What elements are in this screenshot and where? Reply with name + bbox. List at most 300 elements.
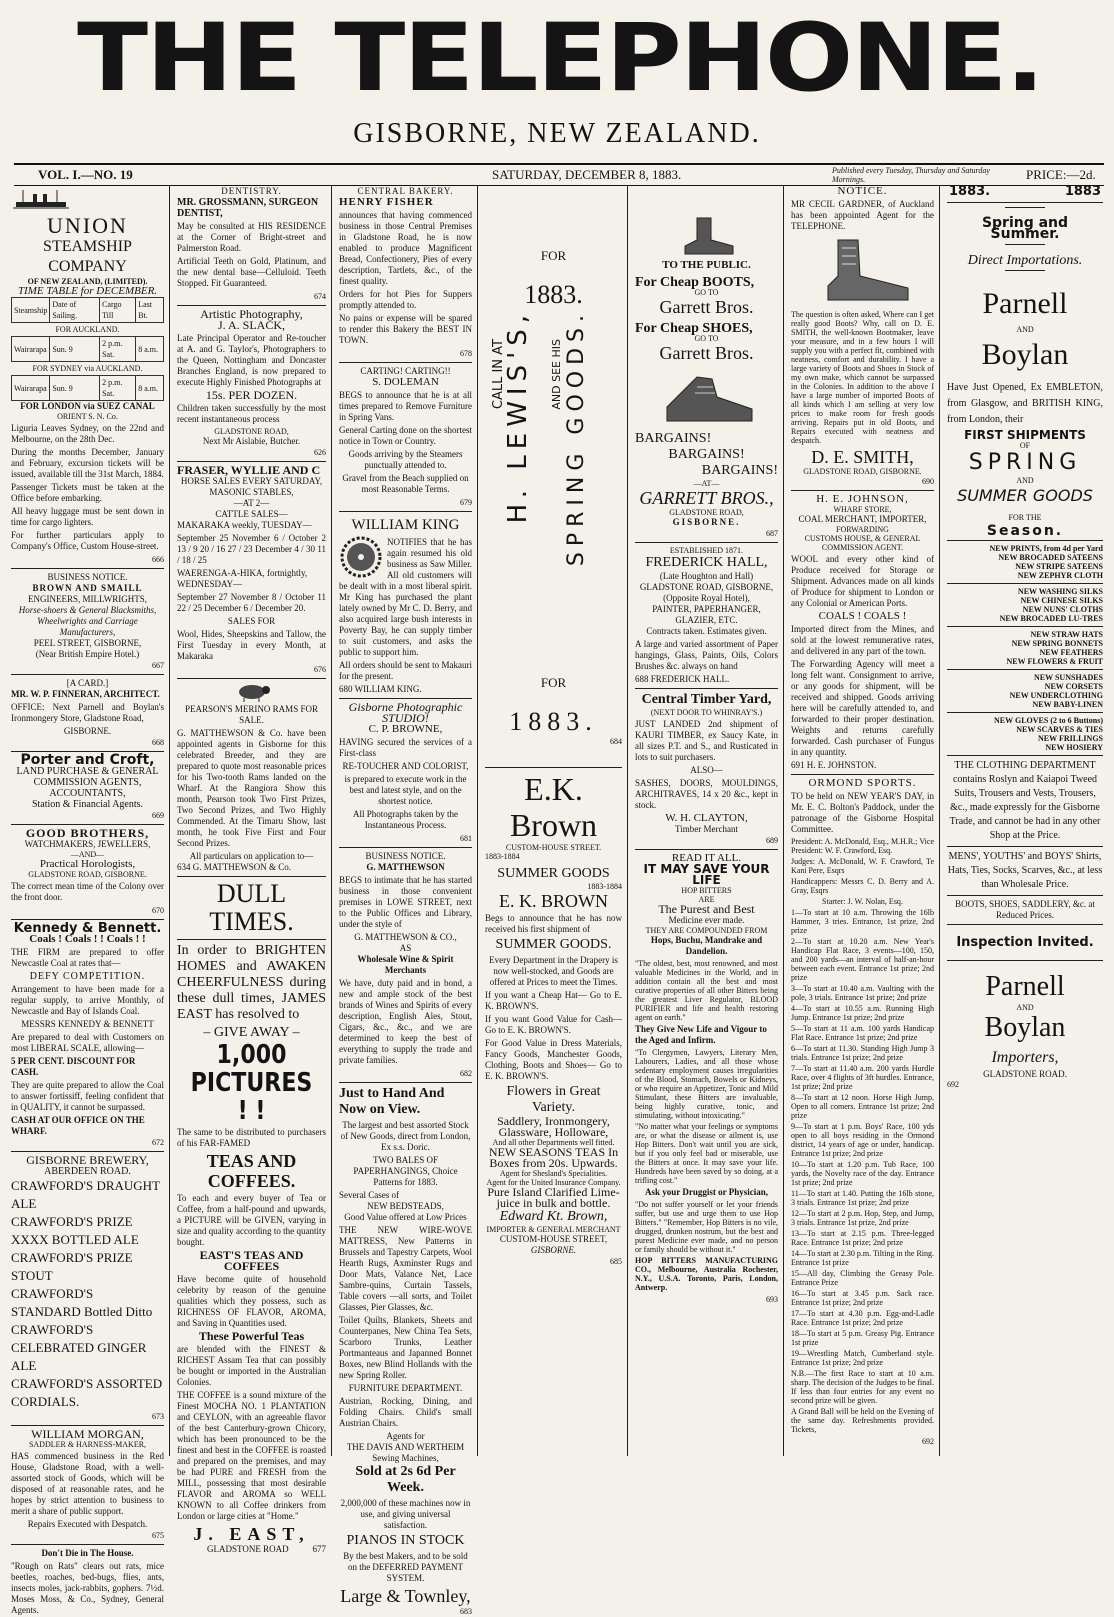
ad-number: 689 — [766, 836, 778, 845]
table-cell: Sun. 9 — [50, 376, 100, 401]
table-cell: Wairarapa — [12, 337, 50, 362]
every-dept: Every Department in the Drapery is now well-stocked, and Goods are offered at Prices to meet the Times. — [489, 955, 618, 987]
finneran-office: OFFICE: Next Parnell and Boylan's Ironmongery Store, Gladstone Road, — [11, 702, 164, 723]
best-makers: By the best Makers, and to be sold on the DEFERRED PAYMENT SYSTEM. — [343, 1551, 468, 1583]
list-item: 1—To start at 10 a.m. Throwing the 16lb Hammer, 3 tries. Entrance, 1st prize, 2nd prize — [791, 908, 934, 935]
ball-text: A Grand Ball will be held on the Evening of the same day. Refreshments provided. Tickets, — [791, 1407, 934, 1434]
customs: CUSTOMS HOUSE, & GENERAL COMMISSION AGENT. — [804, 534, 921, 552]
finneran: MR. W. P. FINNERAN, ARCHITECT. — [11, 689, 160, 699]
gladstone-road: GLADSTONE ROAD, — [669, 508, 744, 517]
ad-number: 690 — [922, 477, 934, 486]
list-item: 9—To start at 1 p.m. Boys' Race, 100 yds open to all boys residing in the Ormond district, 14 years of age or under, handicap. Entrance 1st prize; 2nd prize — [791, 1122, 934, 1158]
clergy-text: "To Clergymen, Lawyers, Literary Men, Labourers, Ladies, and all those whose sedentary employment causes irregularities of the Blood, Stomach, Bowels or Kidneys, or who require an Appetizer, Tonic and Mild Stimulant, these Bitters are invaluable, being highly curative, tonic, and stimulating, without intoxicating." — [635, 1048, 778, 1120]
card-label: [A CARD.] — [66, 678, 109, 688]
union-timetable — [11, 297, 164, 401]
goods-list-2 — [947, 587, 1103, 623]
during-text: During the months December, January and February, excursion tickets will be issued, available till the 31st March, 1884. — [11, 447, 164, 479]
parnell: Parnell — [982, 287, 1068, 320]
ad-number: 675 — [152, 1531, 164, 1540]
luggage-text: All heavy luggage must be sent down in time for cargo lighters. — [11, 506, 164, 527]
gardner-text: MR CECIL GARDNER, of Auckland has been appointed Agent for the TELEPHONE. — [791, 199, 934, 231]
publication-note: Published every Tuesday, Thursday and Saturday Mornings. — [832, 166, 990, 184]
same-text: The same to be distributed to purchasers of his FAR-FAMED — [177, 1127, 326, 1148]
next-door: (NEXT DOOR TO WHINRAY'S.) — [650, 708, 763, 717]
j-east: J. EAST, — [193, 1524, 310, 1544]
firm-text: THE FIRM are prepared to offer Newcastle Coal at rates that— — [11, 947, 164, 968]
slack-price: 15s. PER DOZEN. — [205, 388, 298, 402]
ad-number: 676 — [314, 665, 326, 674]
engineers: ENGINEERS, MILLWRIGHTS, — [27, 594, 148, 604]
hop-company: HOP BITTERS MANUFACTURING CO., Melbourne, Australia Rochester, N.Y., U.S.A. Toronto, Paris, London, Antwerp. — [635, 1256, 778, 1292]
list-item: 19—Wrestling Match, Cumberland style. Entrance 1st prize; 2nd prize — [791, 1349, 934, 1367]
ad-number: 667 — [152, 661, 164, 670]
new-life: They Give New Life and Vigour to the Aged and Infirm. — [635, 1024, 767, 1045]
purest-best: The Purest and Best — [658, 902, 755, 916]
coals: COALS ! COALS ! — [818, 610, 907, 622]
forwarding: FORWARDING — [836, 525, 889, 534]
quality-text: They are quite prepared to allow the Coal to answer fortissiff, feeling confident that in QUALITY, it cannot be surpassed. — [11, 1080, 164, 1112]
gisborne-label: GISBORNE. — [63, 726, 112, 736]
bargains-1: BARGAINS! — [635, 431, 712, 446]
gmatt-co: G. MATTHEWSON & CO., — [354, 932, 457, 942]
held-text: TO be held on NEW YEAR'S DAY, in Mr. E. C. Bolton's Paddock, under the patronage of the Gisborne Hospital Committee. — [791, 791, 934, 834]
table-cell: 2 p.m. Sat. — [100, 337, 136, 362]
saddlery: Saddlery, Ironmongery, Glassware, Holloware, — [497, 1114, 610, 1139]
list-item: NEW NUNS' CLOTHS — [1022, 605, 1103, 614]
prepared-text: is prepared to execute work in the best and latest style, and on the shortest notice. — [344, 774, 467, 806]
and-label: —AND— — [70, 850, 105, 859]
waerenga: WAERENGA-A-HIKA, fortnightly, WEDNESDAY— — [177, 568, 308, 589]
call-in-at: CALL IN AT — [491, 339, 506, 410]
porter-croft: Porter and Croft, — [20, 752, 155, 768]
gisborne: GISBORNE. — [672, 517, 741, 527]
cheap-boots: For Cheap BOOTS, — [635, 275, 755, 290]
ek-brown-logo: E.K. Brown — [509, 771, 598, 843]
boots-text: BOOTS, SHOES, SADDLERY, &c. at Reduced Prices. — [955, 899, 1095, 920]
slack-text: Late Principal Operator and Re-toucher at A. and G. Taylor's, Photographers to the Queen, Nottingham and Doncaster Branches England, is now prepared to execute Highly Finished Photographs at — [177, 333, 326, 387]
list-item: CRAWFORD'S PRIZE STOUT — [11, 1250, 133, 1283]
morgan-text: HAS commenced business in the Red House, Gladstone Road, with a well-assorted stock of Goods, which will be disposed of at reasonable rates, and he hopes by strict attention to business to merit a share of public support. — [11, 1451, 164, 1516]
wharf-store: WHARF STORE, — [833, 505, 892, 514]
newspaper-title: THE TELEPHONE. — [77, 2, 1043, 113]
william-morgan: WILLIAM MORGAN, — [31, 1427, 144, 1441]
forwarding-text: The Forwarding Agency will meet a long felt want. Consignment to arrive, or any goods for shipment, will be received and shipped. Goods arriving here will be carefully attended to, and forwarded to their proper destination. Weights and returns carefully forwarded. Cash purchaser of Fungus in any quantity. — [791, 659, 934, 757]
sale-label: SALE. — [239, 715, 264, 725]
year-right: 1883 — [1064, 184, 1101, 199]
footer-road: GLADSTONE ROAD — [207, 1544, 289, 1554]
business-notice: BUSINESS NOTICE. — [47, 572, 128, 582]
as-label: AS — [399, 943, 412, 953]
garrett-bros-1: Garrett Bros. — [659, 297, 754, 317]
passenger-text: Passenger Tickets must be taken at the Office before embarking. — [11, 482, 164, 503]
year-range: 1883-1884 — [587, 882, 622, 891]
ad-number: 677 — [312, 1544, 326, 1554]
spring-summer: Spring and Summer. — [981, 215, 1069, 242]
column-2 — [172, 186, 332, 1554]
wool-text: Wool, Hides, Sheepskins and Tallow, the First Tuesday in every Month, at Makaraka — [177, 629, 326, 661]
dateline — [14, 163, 1104, 186]
custom-house-2: CUSTOM-HOUSE STREET, — [499, 1234, 608, 1244]
orient: ORIENT S. N. Co. — [57, 412, 118, 421]
lewis-vertical-ad — [485, 309, 622, 669]
bargains-2: BARGAINS! — [668, 447, 745, 462]
and-see-his: AND SEE HIS — [550, 339, 563, 410]
ad-number: 683 — [460, 1607, 472, 1616]
pianos: PIANOS IN STOCK — [346, 1533, 465, 1548]
go-to: GO TO — [694, 334, 719, 343]
list-item: NEW SPRING BONNETS — [1011, 639, 1103, 648]
new-bedsteads: NEW BEDSTEADS, — [367, 1201, 444, 1211]
summer-goods-2: SUMMER GOODS. — [495, 937, 612, 952]
have-text: Have Just Opened, Ex EMBLETON, from Glasgow, and BRITISH KING, from London, their — [947, 382, 1103, 425]
list-item: 18—To start at 5 p.m. Greasy Pig. Entrance 1st prize — [791, 1329, 934, 1347]
ladies-boot-icon — [808, 236, 918, 306]
station-agents: Station & Financial Agents. — [31, 799, 144, 810]
established: ESTABLISHED 1871. — [669, 546, 744, 555]
further-text: For further particulars apply to Company's Office, Custom House-street. — [11, 530, 164, 551]
list-item: 6—To start at 11.30. Standing High Jump 3 trials. Entrance 1st prize; 2nd prize — [791, 1044, 934, 1062]
ad-number: 682 — [460, 1069, 472, 1078]
custom-house: CUSTOM-HOUSE STREET. — [505, 843, 602, 852]
repairs: Repairs Executed with Despatch. — [27, 1519, 148, 1529]
general-text: General Carting done on the shortest notice in Town or Country. — [339, 425, 472, 446]
discount: 5 PER CENT. DISCOUNT FOR CASH. — [11, 1056, 136, 1077]
henry-fisher: HENRY FISHER — [339, 196, 434, 208]
table-cell: 8 a.m. — [136, 376, 164, 401]
list-item: NEW BROCADED SATEENS — [998, 553, 1103, 562]
ad-number: 685 — [610, 1257, 622, 1266]
list-item: NEW ZEPHYR CLOTH — [1017, 571, 1103, 580]
goods-list-1 — [947, 544, 1103, 580]
read-it-all: READ IT ALL. — [671, 852, 742, 864]
instant-text: All Photographs taken by the Instantaneous Process. — [353, 809, 458, 830]
wholesale: Wholesale Wine & Spirit Merchants — [357, 954, 454, 975]
list-item: 10—To start at 1.20 p.m. Tub Race, 100 yards, the Novelty race of the day. Entrance 1st prize; 2nd prize — [791, 1160, 934, 1187]
first-shipments: FIRST SHIPMENTS — [964, 428, 1086, 442]
season: Season. — [986, 523, 1064, 539]
all-orders-text: All orders should be sent to Makauri for the present. — [339, 660, 472, 681]
artistic-photography: Artistic Photography, — [200, 307, 303, 321]
for-the: FOR THE — [1008, 513, 1042, 522]
toilet-text: Toilet Quilts, Blankets, Sheets and Counterpanes, New China Tea Sets, Scarboro Trunks, Leather Portmanteaus and Japanned Bonnet Boxes, new Blind Hollands with the new Spring Roller. — [339, 1315, 472, 1380]
watchmakers: WATCHMAKERS, JEWELLERS, — [24, 839, 151, 849]
and-label: AND — [1016, 1003, 1034, 1012]
list-item: NEW PRINTS, from 4d per Yard — [989, 544, 1103, 553]
goods-list-5 — [947, 716, 1103, 752]
starter: Starter: J. W. Nolan, Esq. — [822, 897, 903, 906]
table-cell: Wairarapa — [12, 376, 50, 401]
largest-text: The largest and best assorted Stock of New Goods, direct from London, Ex s.s. Doric. — [340, 1120, 471, 1152]
artificial-text: Artificial Teeth on Gold, Platinum, and the new dental base—Celluloid. Teeth Stopped. Fit Guaranteed. — [177, 256, 326, 288]
parnell-2: Parnell — [985, 971, 1065, 1002]
question-text: The question is often asked, Where can I get really good Boots? Why, call on D. E. SMITH, the well-known Bootmaker, leave your measure, and in a few hours I will supply you with a perfect fit, combined with neatness, comfort and durability. I have a large variety of Boots and Shoes in Stock of my own make, which cannot be surpassed in the Colonies. In addition to the above I have a large number of imported Boots of all kinds which I am selling at very low prices to make room for fresh goods arriving. Repairs put in old Boots, and Repairs executed with neatness and despatch. — [791, 310, 934, 445]
shoe-icon — [657, 367, 757, 427]
coals: Coals ! Coals ! ! Coals ! ! — [29, 933, 146, 945]
hat-text: If you want a Cheap Hat— Go to E. K. BROWN'S. — [485, 990, 622, 1011]
imported-text: Imported direct from the Mines, and sold at the lowest remunerative rates, and delivered in any part of the town. — [791, 624, 934, 656]
matthewson-text: G. MATTHEWSON & Co. have been appointed agents in Gisborne for this celebrated Breeder, and they are prepared to quote most reasonable prices for his Two-tooth Rams landed on the Wharf. At the Rangiora Show this month, Pearson took Two First Prizes, Two Second Prizes, and Two Highly Commended. At the Timaru Show, last month, he took Five First and Four Second Prizes. — [177, 728, 326, 848]
th-steamship: Steamship — [12, 298, 50, 323]
list-item: CRAWFORD'S ASSORTED CORDIALS. — [11, 1376, 163, 1409]
importers: Importers, — [991, 1049, 1059, 1066]
particulars: All particulars on application to— — [189, 851, 314, 861]
at-2: —AT 2— — [233, 498, 270, 508]
wholesale-text: We have, duty paid and in bond, a new and ample stock of the best brands of Wines and Spirits of every description, English Ales, Stout, Cigars, &c., &c., and we are determined to keep the best of everything to supply the trade and private families. — [339, 978, 472, 1065]
year-1883-top: 1883. — [524, 280, 583, 309]
year-range: 1883-1884 — [485, 852, 520, 861]
brown-smaill: BROWN AND SMAILL — [32, 583, 143, 593]
table-cell: 8 a.m. — [136, 337, 164, 362]
defy-competition: DEFY COMPETITION. — [29, 971, 146, 982]
hall-address: GLADSTONE ROAD, GISBORNE, — [639, 582, 774, 592]
notice: NOTICE. — [837, 185, 888, 197]
column-6 — [786, 186, 940, 1456]
fame-text: Have become quite of household celebrity by reason of the genuine qualities which they possess, such as RICHNESS OF FLAVOR, AROMA, and Saving in Quantities used. — [177, 1274, 326, 1328]
late-houghton: (Late Houghton and Hall) — [659, 571, 754, 581]
dull-times: DULL TIMES. — [209, 879, 294, 936]
new-teas: NEW SEASONS TEAS In Boxes from 20s. Upwards. — [488, 1145, 619, 1170]
ad-number: 670 — [152, 906, 164, 915]
th-cargo: Cargo Till — [100, 298, 136, 323]
list-item: 5—To start at 11 a.m. 100 yards Handicap Flat Race. Entrance 1st prize; 2nd prize — [791, 1024, 934, 1042]
list-item: 3—To start at 10.40 a.m. Vaulting with the pole, 3 trials. Entrance 1st prize; 2nd prize — [791, 984, 934, 1002]
newspaper-subtitle: GISBORNE, NEW ZEALAND. — [353, 118, 761, 149]
ad-number: 666 — [152, 555, 164, 564]
ad-number: 687 — [766, 529, 778, 538]
hops-buchu: Hops, Buchu, Mandrake and Dandelion. — [650, 935, 763, 956]
ad-number: 692 — [947, 1080, 959, 1089]
masthead — [0, 0, 1114, 165]
for-london: FOR LONDON via SUEZ CANAL — [20, 401, 155, 411]
president: President: A. McDonald, Esq., M.H.R.; Vice President: W. F. Crawford, Esq. — [791, 837, 934, 855]
de-smith: D. E. SMITH, — [811, 447, 914, 467]
list-item: NEW BROCADED LU-TRES — [999, 614, 1103, 623]
boylan-2: Boylan — [984, 1012, 1066, 1043]
near-hotel: (Near British Empire Hotel.) — [35, 649, 140, 659]
carting: CARTING! CARTING!! — [360, 366, 451, 376]
for-label-1: FOR — [540, 248, 567, 263]
ormond-sports: ORMOND SPORTS. — [808, 777, 917, 789]
column-4 — [480, 186, 628, 1456]
slack-road: GLADSTONE ROAD, — [214, 427, 289, 436]
central-timber: Central Timber Yard, — [641, 692, 772, 707]
horologists: Practical Horologists, — [39, 858, 136, 870]
of-label: OF — [1019, 441, 1031, 450]
list-item: 4—To start at 10.55 a.m. Running High Jump. Entrance 1st prize; 2nd prize — [791, 1004, 934, 1022]
judges: Judges: A. McDonald, W. F. Crawford, Te Kani Pere, Esqrs — [791, 857, 934, 875]
oldest-text: "The oldest, best, most renowned, and most valuable Medicines in the World, and in addition contain all the best and most curative properties of all other Bitters being the greatest Liver Regulator, BLOOD PURIFIER and life and health restoring agent on earth." — [635, 959, 778, 1022]
th-date: Date of Sailing. — [50, 298, 100, 323]
retoucher: RE-TOUCHER AND COLORIST, — [342, 761, 469, 771]
agent-2: Agent for the United Insurance Company. — [486, 1178, 621, 1187]
cash-office: CASH AT OUR OFFICE ON THE WHARF. — [11, 1115, 145, 1136]
summer-goods: SUMMER GOODS — [497, 866, 610, 881]
compounded: THEY ARE COMPOUNDED FROM — [645, 926, 768, 935]
dates-2: September 27 November 8 / October 11 22 / 25 December 6 / December 20. — [177, 592, 326, 613]
garrett-bros-2: Garrett Bros. — [659, 343, 754, 363]
johnston-sign: 691 H. E. JOHNSTON. — [791, 760, 877, 770]
dates-1: September 25 November 6 / October 2 13 / 9 20 / 16 27 / 23 December 4 / 30 11 / 18 / 25 — [177, 533, 326, 565]
list-item: NEW STRAW HATS — [1030, 630, 1103, 639]
browne: C. P. BROWNE, — [368, 723, 443, 735]
list-item: 11—To start at 1.40. Putting the 16lb stone, 3 trials. Entrance 1st prize; 2nd prize — [791, 1189, 934, 1207]
list-item: CRAWFORD'S STANDARD Bottled Ditto — [11, 1286, 153, 1319]
hall-sign: 688 FREDERICK HALL. — [635, 674, 730, 684]
list-item: 16—To start at 3.45 p.m. Sack race. Entrance 1st prize; 2nd prize — [791, 1289, 934, 1307]
boylan: Boylan — [981, 338, 1069, 371]
ad-number: 626 — [314, 448, 326, 457]
timber-merchant: Timber Merchant — [675, 824, 738, 834]
sashes-text: SASHES, DOORS, MOULDINGS, ARCHITRAVES, 14 x 20 &c., kept in stock. — [635, 778, 778, 810]
william-king: WILLIAM KING — [351, 517, 460, 533]
agent-1: Agent for Shesland's Specialities. — [499, 1169, 608, 1178]
and-label: AND — [1016, 325, 1034, 334]
are-label: ARE — [698, 895, 715, 904]
fraser-wyllie: FRASER, WYLLIE AND C — [177, 463, 321, 477]
column-3 — [334, 186, 478, 1616]
goods-list-3 — [947, 630, 1103, 666]
list-item: NEW CHINESE SILKS — [1020, 596, 1103, 605]
cattle-sales: CATTLE SALES— — [215, 509, 288, 519]
powerful-teas: These Powerful Teas — [198, 1329, 305, 1343]
fisher-text: announces that having commenced business in those Central Premises in Gladstone Road, he is now enabled to produce Magnificent Bread, Confectionery, Pies of every description, Tartlets, &c., of the finest quality. — [339, 210, 472, 286]
horse-sales: HORSE SALES EVERY SATURDAY, MASONIC STABLES, — [180, 476, 323, 497]
begs-text: BEGS to announce that he is at all times prepared to Remove Furniture in Spring Vans. — [339, 390, 472, 422]
correct-time: The correct mean time of the Colony over the front door. — [11, 881, 164, 902]
stock-text: A large and varied assortment of Paper hangings, Glass, Paints, Oils, Colors Brushes &c. always on hand — [635, 639, 778, 671]
good-address: GLADSTONE ROAD, GISBORNE. — [28, 870, 147, 879]
suffer-text: "Do not suffer yourself or let your friends suffer, but use and urge them to use Hop Bitters." "Remember, Hop Bitters is no vile, drugged, drunken nostrum, but the best and purest Medicine ever made, and no person or family should be without it." — [635, 1200, 778, 1254]
begs-text: Begs to announce that he has now received his first shipment of — [485, 913, 622, 934]
gmatt-text: BEGS to intimate that he has started business in those convenient premises in LOWE STREET, next to the Public Offices and Library, under the style of — [339, 875, 472, 929]
list-item: 12—To start at 2 p.m. Hop, Step, and Jump, 3 trials. Entrance 1st prize, 2nd prize — [791, 1209, 934, 1227]
hop-bitters: HOP BITTERS — [681, 886, 732, 895]
union-title: UNION — [47, 213, 128, 238]
clothing-text: THE CLOTHING DEPARTMENT contains Roslyn and Kaiapoi Tweed Suits, Trousers and Vests, Trousers, &c., made expressly for the Gisborne Trade, and cannot be had in any other Shop at the Price. — [949, 760, 1101, 841]
column-7 — [942, 186, 1108, 1456]
no-pains-text: No pains or expense will be spared to render this Bakery the BEST IN TOWN. — [339, 313, 472, 345]
king-sign: 680 WILLIAM KING. — [339, 684, 422, 694]
and-label: AND — [1016, 476, 1034, 485]
liguria-text: Liguria Leaves Sydney, on the 22nd and Melbourne, on the 28th Dec. — [11, 423, 164, 444]
large-townley: Large & Townley, — [340, 1586, 471, 1606]
goods-list-4 — [947, 673, 1103, 709]
ad-number: 681 — [460, 834, 472, 843]
ad-number: 668 — [152, 738, 164, 747]
volume-number: VOL. I.—NO. 19 — [38, 167, 133, 182]
events-list — [791, 908, 934, 1367]
spring-goods: SPRING GOODS. — [564, 309, 589, 567]
g-matthewson: G. MATTHEWSON — [366, 862, 445, 872]
teas-coffees: TEAS AND COFFEES. — [206, 1151, 297, 1191]
list-item: NEW SCARVES & TIES — [1016, 725, 1103, 734]
saw-blade-icon — [339, 535, 383, 579]
furniture-dept: FURNITURE DEPARTMENT. — [348, 1383, 463, 1393]
edward-brown: Edward Kt. Brown, — [499, 1209, 608, 1224]
brighten-text: In order to BRIGHTEN HOMES and AWAKEN CHEERFULNESS during these dull times, JAMES EAST has resolved to — [177, 943, 326, 1022]
flowers: Flowers in Great Variety. — [506, 1084, 601, 1115]
bargains-3: BARGAINS! — [701, 463, 778, 478]
at-label: —AT— — [693, 479, 720, 488]
boot-icon — [677, 216, 737, 256]
austrian-text: Austrian, Rocking, Dining, and Folding Chairs. Child's small Austrian Chairs. — [339, 1396, 472, 1428]
several-cases: Several Cases of — [339, 1190, 399, 1200]
easts-teas: EAST'S TEAS AND COFFEES — [199, 1248, 304, 1273]
gladstone-road: GLADSTONE ROAD. — [983, 1069, 1067, 1079]
dont-die: Don't Die in The House. — [41, 1548, 134, 1558]
garrett-bros-3: GARRETT BROS., — [639, 488, 774, 508]
list-item: 14—To start at 2.30 p.m. Tilting in the Ring. Entrance 1st prize — [791, 1249, 935, 1267]
list-item: 2—To start at 10.20 a.m. New Year's Handicap Flat Race, 3 events—100, 150, and 200 yards—an interval of half-an-hour between each event. Entrance 1st prize; 2nd prize — [791, 937, 934, 982]
two-bales: TWO BALES OF PAPERHANGINGS, Choice Patterns for 1883. — [353, 1155, 458, 1187]
slack-next: Next Mr Aislabie, Butcher. — [202, 436, 301, 446]
goods-text: Goods arriving by the Steamers punctually attended to. — [348, 449, 463, 470]
ad-number: 673 — [152, 1412, 164, 1421]
accountants: ACCOUNTANTS, — [49, 788, 126, 799]
commission-agents: COMMISSION AGENTS, — [33, 777, 142, 788]
having-text: HAVING secured the services of a First-class — [339, 737, 472, 758]
cheap-shoes: For Cheap SHOES, — [635, 321, 753, 336]
coffee-text: THE COFFEE is a sound mixture of the Finest MOCHA NO. 1 PLANTATION and CEYLON, with an agreeable flavor of the best Canterbury-grown Chicory, which has been pronounced to be the finest and best in the COFFEE is roasted and prepared on the premises, and may be had PURE and FRESH from the MILL, possessing that most desirable FLAVOR and AROMA so WELL KNOWN to all Coffee drinkers from London or large cities at "Home." — [177, 1390, 326, 1521]
list-item: 15—All day, Climbing the Greasy Pole. Entrance Prize — [791, 1269, 934, 1287]
grossmann: MR. GROSSMANN, SURGEON DENTIST, — [177, 197, 319, 219]
ad-number: 674 — [314, 292, 326, 301]
rough-on-rats: "Rough on Rats" clears out rats, mice beetles, roaches, bed-bugs, flies, ants, insects moles, jack-rabbits, gophers. 7½d. Moses Moss, & Co., Sydney, General Agents. — [11, 1561, 164, 1615]
list-item: NEW UNDERCLOTHING — [1009, 691, 1103, 700]
matter-text: "No matter what your feelings or symptoms are, or what the disease or ailment is, use Hop Bitters. Don't wait until you are sick, but if you only feel bad or miserable, use the Bitters at once. It may save your life. Hundreds have been saved by so doing, at a trifling cost." — [635, 1122, 778, 1185]
list-item: NEW FLOWERS & FRUIT — [1006, 657, 1103, 666]
makaraka: MAKARAKA weekly, TUESDAY— — [177, 520, 312, 530]
pictures: 1,000 PICTURES ! ! — [190, 1040, 313, 1126]
mens-text: MENS', YOUTHS' and BOYS' Shirts, Hats, Ties, Socks, Scarves, &c., at less than Wholesale Price. — [947, 851, 1103, 890]
give-away: – GIVE AWAY – — [203, 1025, 300, 1040]
just-landed: JUST LANDED 2nd shipment of KAURI TIMBER, ex Saucy Kate, in all sizes P.T. and S., and Rusticated in lots to suit purchasers. — [635, 719, 778, 762]
arrangement-text: Arrangement to have been made for a regular supply, to arrive Monthly, of Newcastle and Bay of Islands Coal. — [11, 984, 164, 1016]
save-your-life: IT MAY SAVE YOUR LIFE — [643, 862, 770, 887]
year-1883-bottom: 1883. — [509, 707, 598, 736]
ek-brown: E. K. BROWN — [499, 891, 608, 911]
horse-shoers: Horse-shoers & General Blacksmiths, Wheelwrights and Carriage Manufacturers, — [18, 605, 157, 637]
union-subtitle: STEAMSHIP COMPANY — [43, 238, 132, 275]
list-item: 7—To start at 11.40 a.m. 200 yards Hurdle Race, over 4 flights of 3ft hurdles. Entrance, 1st prize; 2nd prize — [791, 1064, 934, 1091]
gisborne: GISBORNE. — [530, 1245, 577, 1255]
pearson-rams: PEARSON'S MERINO RAMS FOR — [185, 704, 318, 714]
opposite-hotel: (Opposite Royal Hotel), — [663, 593, 750, 603]
slack: J. A. SLACK, — [217, 318, 285, 332]
mattrass-text: THE NEW WIRE-WOVE MATTRESS, New Patterns in Brussels and Tapestry Carpets, Wool Hearth Rugs, Axminster Rugs and Door Mats, Valance Net, Lace Sambre-quins, Curtain Tassels, Table covers —all sorts, and Toilet Glasses, Pier Glasses, &c. — [339, 1225, 472, 1312]
for-sydney: FOR SYDNEY via AUCKLAND. — [32, 364, 143, 373]
h-lewis: H. LEWIS'S, — [503, 309, 533, 524]
inspection-invited: Inspection Invited. — [956, 935, 1094, 950]
th-last: Last Bt. — [136, 298, 164, 323]
column-5 — [630, 186, 784, 1456]
saddler: SADDLER & HARNESS-MAKER, — [28, 1440, 147, 1449]
peel-street: PEEL STREET, GISBORNE, — [33, 638, 142, 648]
gravel-text: Gravel from the Beach supplied on most Reasonable Terms. — [342, 473, 469, 494]
list-item: 17—To start at 4.30 p.m. Egg-and-Ladle Race. Entrance 1st prize; 2nd prize — [791, 1309, 934, 1327]
wool-text: WOOL and every other kind of Produce received for Storage or Shipment. Advances made on all kinds of Produce for shipment to London or any Colonial or American Ports. — [791, 554, 934, 608]
list-item: NEW BABY-LINEN — [1032, 700, 1103, 709]
good-brothers: GOOD BROTHERS, — [25, 826, 150, 840]
good-value: Good Value offered at Low Prices — [344, 1212, 467, 1222]
sold-weekly: Sold at 2s 6d Per Week. — [355, 1464, 456, 1495]
list-item: NEW CORSETS — [1044, 682, 1103, 691]
king-text: NOTIFIES that he has again resumed his old business as Saw Miller. All old customers will be dealt with in a most liberal spirit. Mr King has purchased the plant lately owned by Mr C. D. Berry, and also acquired large bush interests in Poverty Bay, he can supply timber to suit customers, and asks the public to support him. — [339, 537, 472, 657]
ad-number: 692 — [922, 1437, 934, 1446]
time-table-title: TIME TABLE for DECEMBER. — [17, 285, 158, 297]
glazier: GLAZIER, ETC. — [675, 615, 738, 625]
for-auckland: FOR AUCKLAND. — [55, 325, 120, 334]
